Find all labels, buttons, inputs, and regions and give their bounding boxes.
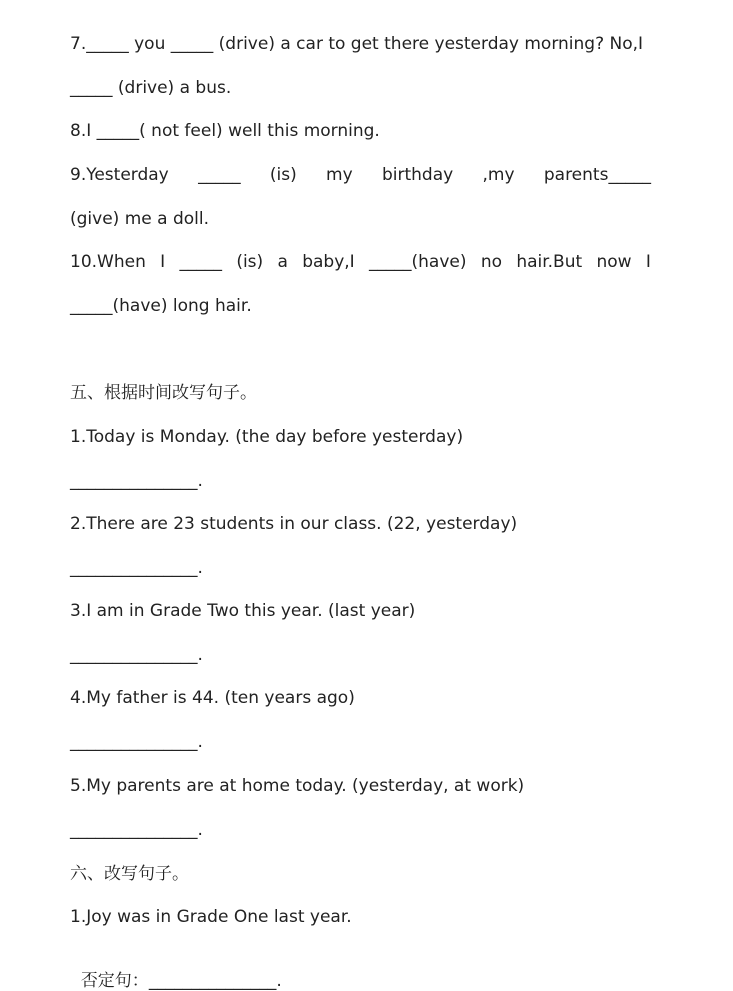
q10-word: no bbox=[480, 252, 502, 272]
q9-word: ,my bbox=[482, 165, 515, 185]
q9-word: _____ bbox=[198, 165, 241, 185]
q9-line2: (give) me a doll. bbox=[70, 209, 209, 229]
q10-word: baby,I bbox=[302, 252, 355, 272]
s5-q4: 4.My father is 44. (ten years ago) bbox=[70, 688, 355, 708]
q10-word: a bbox=[277, 252, 288, 272]
q9-word: parents_____ bbox=[543, 165, 651, 185]
negative-blank: _______________. bbox=[148, 971, 282, 991]
s5-a1-blank: _______________. bbox=[70, 471, 203, 491]
q7-line1: 7._____ you _____ (drive) a car to get there yesterday morning? No,I bbox=[70, 34, 644, 54]
s5-a2-blank: _______________. bbox=[70, 558, 203, 578]
negative-label: 否定句： bbox=[80, 971, 149, 991]
s6-negative-line bbox=[70, 951, 282, 991]
s5-a4-blank: _______________. bbox=[70, 732, 203, 752]
s5-q2: 2.There are 23 students in our class. (22, yesterday) bbox=[70, 514, 518, 534]
section6-heading: 六、改写句子。 bbox=[70, 864, 189, 884]
q10-word: now bbox=[596, 252, 632, 272]
q9-line1 bbox=[70, 165, 651, 185]
q9-word: 9.Yesterday bbox=[70, 165, 169, 185]
q9-word: birthday bbox=[381, 165, 454, 185]
q10-word: _____ bbox=[179, 252, 222, 272]
s5-q5: 5.My parents are at home today. (yesterday, at work) bbox=[70, 776, 525, 796]
q10-word: I bbox=[645, 252, 651, 272]
q10-word: hair.But bbox=[516, 252, 583, 272]
section5-heading: 五、根据时间改写句子。 bbox=[70, 383, 257, 403]
q10-word: _____(have) bbox=[369, 252, 467, 272]
q9-word: (is) bbox=[269, 165, 297, 185]
s5-a5-blank: _______________. bbox=[70, 820, 203, 840]
s5-q3: 3.I am in Grade Two this year. (last year) bbox=[70, 601, 416, 621]
s5-q1: 1.Today is Monday. (the day before yesterday) bbox=[70, 427, 464, 447]
q10-word: (is) bbox=[236, 252, 264, 272]
q10-word: 10.When bbox=[70, 252, 146, 272]
q10-line2: _____(have) long hair. bbox=[70, 296, 252, 316]
q10-word: I bbox=[160, 252, 166, 272]
q7-line2: _____ (drive) a bus. bbox=[70, 78, 232, 98]
s5-a3-blank: _______________. bbox=[70, 645, 203, 665]
q9-word: my bbox=[326, 165, 353, 185]
q8: 8.I _____( not feel) well this morning. bbox=[70, 121, 380, 141]
s6-q1: 1.Joy was in Grade One last year. bbox=[70, 907, 352, 927]
q10-line1 bbox=[70, 252, 651, 272]
